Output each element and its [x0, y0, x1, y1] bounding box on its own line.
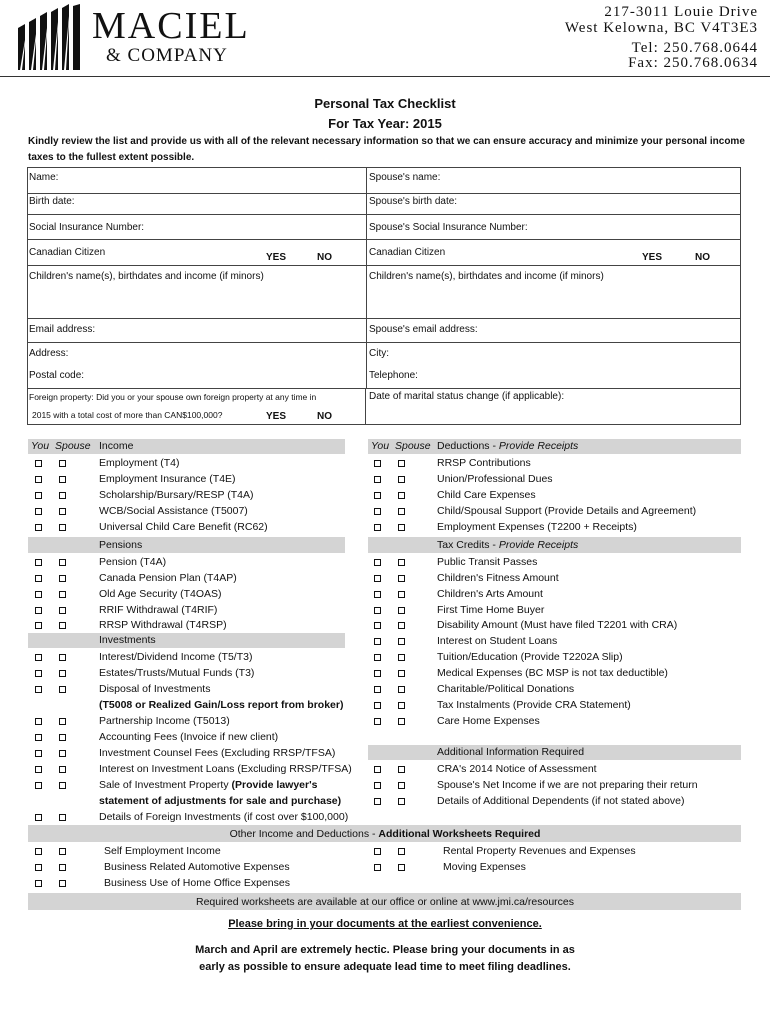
- checkbox[interactable]: [59, 508, 66, 515]
- checkbox[interactable]: [374, 848, 381, 855]
- list-item: RRSP Contributions: [437, 457, 531, 469]
- list-item: RRIF Withdrawal (T4RIF): [99, 604, 218, 616]
- list-item: Union/Professional Dues: [437, 473, 553, 485]
- tax-year: For Tax Year: 2015: [328, 116, 442, 131]
- checkbox[interactable]: [59, 670, 66, 677]
- list-item: Public Transit Passes: [437, 556, 538, 568]
- checkbox[interactable]: [59, 460, 66, 467]
- list-item: Charitable/Political Donations: [437, 683, 575, 695]
- checkbox[interactable]: [35, 524, 42, 531]
- checkbox[interactable]: [374, 591, 381, 598]
- spouse-name-label: Spouse's name:: [369, 172, 441, 183]
- sale-property-item: Sale of Investment Property (Provide lawyer's: [99, 779, 318, 791]
- list-item: Universal Child Care Benefit (RC62): [99, 521, 268, 533]
- page-title: Personal Tax Checklist: [314, 96, 456, 111]
- checkbox[interactable]: [398, 654, 405, 661]
- address-line1: 217-3011 Louie Drive: [604, 4, 758, 20]
- fax: Fax: 250.768.0634: [628, 55, 758, 71]
- checkbox[interactable]: [374, 476, 381, 483]
- checkbox[interactable]: [374, 492, 381, 499]
- email-label: Email address:: [29, 324, 96, 335]
- checkbox[interactable]: [35, 591, 42, 598]
- checkbox[interactable]: [374, 524, 381, 531]
- checkbox[interactable]: [35, 654, 42, 661]
- list-item: Rental Property Revenues and Expenses: [443, 845, 636, 857]
- checkbox[interactable]: [59, 718, 66, 725]
- checkbox[interactable]: [398, 559, 405, 566]
- checkbox[interactable]: [374, 622, 381, 629]
- checkbox[interactable]: [398, 638, 405, 645]
- col-spouse: Spouse: [55, 440, 91, 452]
- checkbox[interactable]: [35, 686, 42, 693]
- brand-sub: & COMPANY: [106, 45, 228, 66]
- spouse-citizen-label: Canadian Citizen: [369, 247, 446, 258]
- checkbox[interactable]: [398, 622, 405, 629]
- checkbox[interactable]: [35, 766, 42, 773]
- checkbox[interactable]: [374, 798, 381, 805]
- birth-date-label: Birth date:: [29, 196, 75, 207]
- checkbox[interactable]: [35, 575, 42, 582]
- checkbox[interactable]: [398, 591, 405, 598]
- checkbox[interactable]: [35, 492, 42, 499]
- checkbox[interactable]: [35, 670, 42, 677]
- brand-name: MACIEL: [92, 5, 250, 47]
- checkbox[interactable]: [398, 670, 405, 677]
- checkbox[interactable]: [374, 654, 381, 661]
- checkbox[interactable]: [35, 782, 42, 789]
- list-item: Employment Expenses (T2200 + Receipts): [437, 521, 637, 533]
- checkbox[interactable]: [59, 591, 66, 598]
- checkbox[interactable]: [374, 864, 381, 871]
- checkbox[interactable]: [59, 686, 66, 693]
- checkbox[interactable]: [59, 654, 66, 661]
- checkbox[interactable]: [374, 638, 381, 645]
- list-item: Details of Foreign Investments (if cost over $100,000): [99, 811, 349, 823]
- checkbox[interactable]: [59, 848, 66, 855]
- pensions-band: [28, 537, 345, 553]
- checkbox[interactable]: [35, 607, 42, 614]
- foreign-no[interactable]: NO: [317, 411, 332, 422]
- list-item: Business Related Automotive Expenses: [104, 861, 290, 873]
- citizen-label: Canadian Citizen: [29, 247, 106, 258]
- footer-note-1: March and April are extremely hectic. Please bring your documents in as: [195, 944, 575, 956]
- checkbox[interactable]: [59, 782, 66, 789]
- list-item: Children's Arts Amount: [437, 588, 543, 600]
- sale-property-note: statement of adjustments for sale and purchase): [99, 795, 342, 807]
- sin-label: Social Insurance Number:: [29, 222, 145, 233]
- checkbox[interactable]: [374, 508, 381, 515]
- checkbox[interactable]: [374, 575, 381, 582]
- checkbox[interactable]: [59, 607, 66, 614]
- checkbox[interactable]: [398, 508, 405, 515]
- checkbox[interactable]: [374, 766, 381, 773]
- checkbox[interactable]: [35, 848, 42, 855]
- list-item: Business Use of Home Office Expenses: [104, 877, 290, 889]
- checkbox[interactable]: [59, 814, 66, 821]
- address-line2: West Kelowna, BC V4T3E3: [564, 20, 758, 36]
- intro-text: Kindly review the list and provide us with all of the relevant necessary information so that we can ensure accuracy and minimize your personal income taxes to the fullest extent possible.: [28, 136, 745, 163]
- worksheets-note: Required worksheets are available at our office or online at www.jmi.ca/resources: [196, 896, 574, 908]
- checkbox[interactable]: [35, 718, 42, 725]
- checkbox[interactable]: [398, 575, 405, 582]
- pensions-header: Pensions: [99, 539, 143, 551]
- checkbox[interactable]: [398, 524, 405, 531]
- spouse-birth-date-label: Spouse's birth date:: [369, 196, 458, 207]
- list-item: Medical Expenses (BC MSP is not tax deductible): [437, 667, 668, 679]
- children-label: Children's name(s), birthdates and income (if minors): [29, 271, 264, 282]
- checkbox[interactable]: [35, 460, 42, 467]
- disposal-note: (T5008 or Realized Gain/Loss report from broker): [99, 699, 344, 711]
- footer-reminder: Please bring in your documents at the earliest convenience.: [228, 918, 542, 930]
- spouse-citizen-no[interactable]: NO: [695, 252, 710, 263]
- list-item: Moving Expenses: [443, 861, 526, 873]
- checkbox[interactable]: [398, 607, 405, 614]
- checkbox[interactable]: [398, 782, 405, 789]
- citizen-yes[interactable]: YES: [266, 252, 287, 263]
- list-item: Partnership Income (T5013): [99, 715, 230, 727]
- checkbox[interactable]: [59, 622, 66, 629]
- checkbox[interactable]: [35, 864, 42, 871]
- checkbox[interactable]: [398, 492, 405, 499]
- spouse-sin-label: Spouse's Social Insurance Number:: [369, 222, 528, 233]
- investments-band: [28, 633, 345, 648]
- list-item: WCB/Social Assistance (T5007): [99, 505, 248, 517]
- checkbox[interactable]: [374, 460, 381, 467]
- checkbox[interactable]: [398, 702, 405, 709]
- spouse-children-label: Children's name(s), birthdates and income (if minors): [369, 271, 604, 282]
- list-item: Tax Instalments (Provide CRA Statement): [437, 699, 631, 711]
- checkbox[interactable]: [59, 492, 66, 499]
- list-item: Spouse's Net Income if we are not preparing their return: [437, 779, 698, 791]
- checkbox[interactable]: [398, 460, 405, 467]
- address-label: Address:: [29, 348, 69, 359]
- spouse-citizen-yes[interactable]: YES: [642, 252, 663, 263]
- deductions-header: Deductions - Provide Receipts: [437, 440, 579, 452]
- additional-header: Additional Information Required: [437, 746, 585, 758]
- checkbox[interactable]: [398, 848, 405, 855]
- list-item: Old Age Security (T4OAS): [99, 588, 222, 600]
- checkbox[interactable]: [35, 508, 42, 515]
- checkbox[interactable]: [59, 766, 66, 773]
- checkbox[interactable]: [374, 670, 381, 677]
- other-income-header: Other Income and Deductions - Additional Worksheets Required: [229, 828, 541, 840]
- checkbox[interactable]: [398, 476, 405, 483]
- income-header: Income: [99, 440, 134, 452]
- list-item: Pension (T4A): [99, 556, 167, 568]
- investments-header: Investments: [99, 634, 156, 646]
- col-you-right: You: [371, 440, 390, 452]
- checkbox[interactable]: [59, 524, 66, 531]
- spouse-email-label: Spouse's email address:: [369, 324, 478, 335]
- list-item: CRA's 2014 Notice of Assessment: [437, 763, 597, 775]
- checkbox[interactable]: [35, 559, 42, 566]
- list-item: Disability Amount (Must have filed T2201 with CRA): [437, 619, 678, 631]
- footer-note-2: early as possible to ensure adequate lead time to meet filing deadlines.: [199, 961, 571, 973]
- list-item: Tuition/Education (Provide T2202A Slip): [437, 651, 623, 663]
- checkbox[interactable]: [59, 864, 66, 871]
- checkbox[interactable]: [35, 734, 42, 741]
- list-item: Accounting Fees (Invoice if new client): [99, 731, 279, 743]
- foreign-yes[interactable]: YES: [266, 411, 287, 422]
- list-item: Scholarship/Bursary/RESP (T4A): [99, 489, 254, 501]
- checkbox[interactable]: [35, 622, 42, 629]
- list-item: Child/Spousal Support (Provide Details and Agreement): [437, 505, 697, 517]
- list-item: RRSP Withdrawal (T4RSP): [99, 619, 227, 631]
- list-item: Investment Counsel Fees (Excluding RRSP/TFSA): [99, 747, 336, 759]
- checkbox[interactable]: [35, 814, 42, 821]
- postal-code-label: Postal code:: [29, 370, 85, 381]
- list-item: Child Care Expenses: [437, 489, 536, 501]
- checkbox[interactable]: [59, 575, 66, 582]
- list-item: Employment (T4): [99, 457, 180, 469]
- col-spouse-right: Spouse: [395, 440, 431, 452]
- checkbox[interactable]: [398, 864, 405, 871]
- checkbox[interactable]: [59, 750, 66, 757]
- credits-header: Tax Credits - Provide Receipts: [437, 539, 579, 551]
- list-item: Canada Pension Plan (T4AP): [99, 572, 237, 584]
- checkbox[interactable]: [398, 798, 405, 805]
- checkbox[interactable]: [398, 718, 405, 725]
- list-item: Interest/Dividend Income (T5/T3): [99, 651, 253, 663]
- checkbox[interactable]: [374, 607, 381, 614]
- phone: Tel: 250.768.0644: [631, 40, 758, 56]
- citizen-no[interactable]: NO: [317, 252, 332, 263]
- checkbox[interactable]: [35, 476, 42, 483]
- list-item: Estates/Trusts/Mutual Funds (T3): [99, 667, 255, 679]
- telephone-label: Telephone:: [369, 370, 418, 381]
- checkbox[interactable]: [374, 686, 381, 693]
- header-divider: [0, 76, 770, 77]
- logo-bars-icon: [16, 4, 82, 70]
- col-you: You: [31, 440, 50, 452]
- list-item: Details of Additional Dependents (if not stated above): [437, 795, 685, 807]
- checkbox[interactable]: [35, 750, 42, 757]
- checkbox[interactable]: [59, 476, 66, 483]
- list-item: Care Home Expenses: [437, 715, 540, 727]
- checkbox[interactable]: [35, 880, 42, 887]
- checkbox[interactable]: [374, 718, 381, 725]
- checkbox[interactable]: [374, 702, 381, 709]
- list-item: Disposal of Investments: [99, 683, 211, 695]
- foreign-property-label: Foreign property: Did you or your spouse own foreign property at any time in: [29, 392, 317, 402]
- checkbox[interactable]: [398, 686, 405, 693]
- checkbox[interactable]: [59, 559, 66, 566]
- checkbox[interactable]: [59, 734, 66, 741]
- list-item: Self Employment Income: [104, 845, 221, 857]
- list-item: Interest on Investment Loans (Excluding RRSP/TFSA): [99, 763, 352, 775]
- client-info-form: [27, 167, 741, 427]
- checkbox[interactable]: [59, 880, 66, 887]
- list-item: Employment Insurance (T4E): [99, 473, 236, 485]
- list-item: Children's Fitness Amount: [437, 572, 559, 584]
- checkbox[interactable]: [398, 766, 405, 773]
- name-label: Name:: [29, 172, 59, 183]
- list-item: Interest on Student Loans: [437, 635, 558, 647]
- checkbox[interactable]: [374, 782, 381, 789]
- list-item: First Time Home Buyer: [437, 604, 545, 616]
- marital-change-label: Date of marital status change (if applicable):: [369, 391, 565, 402]
- checkbox[interactable]: [374, 559, 381, 566]
- city-label: City:: [369, 348, 389, 359]
- foreign-property-label-2: 2015 with a total cost of more than CAN$100,000?: [32, 410, 223, 420]
